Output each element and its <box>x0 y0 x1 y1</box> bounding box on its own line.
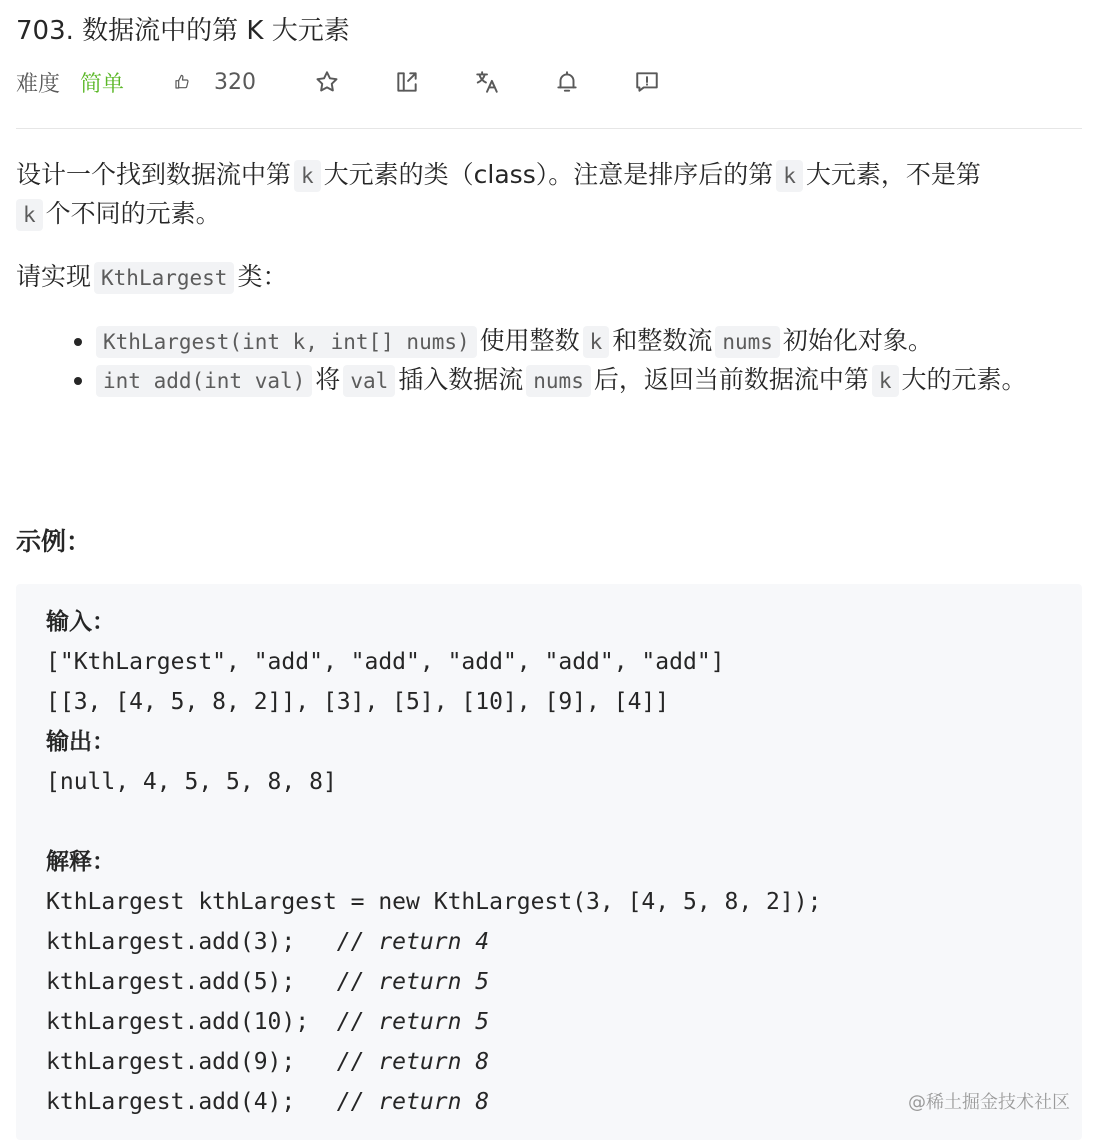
problem-meta-bar <box>16 64 662 100</box>
explain-line: kthLargest.add(3); // return 4 <box>46 929 490 955</box>
like-button[interactable] <box>174 67 256 97</box>
explain-line: KthLargest kthLargest = new KthLargest(3, [4, 5, 8, 2]); <box>46 889 822 915</box>
explain-line: kthLargest.add(4); // return 8 <box>46 1089 490 1115</box>
inline-code-k: k <box>16 199 43 231</box>
inline-code-k: k <box>294 160 321 192</box>
output-line: [null, 4, 5, 5, 8, 8] <box>46 769 337 795</box>
example-heading: 示例： <box>16 527 92 556</box>
explain-label: 解释： <box>46 849 115 875</box>
feedback-icon[interactable] <box>632 67 662 97</box>
watermark: @稀土掘金技术社区 <box>908 1092 1070 1113</box>
implement-paragraph: 请实现 KthLargest 类： <box>16 258 287 297</box>
list-item: • KthLargest(int k, int[] nums) 使用整数 k 和整数流 nums 初始化对象。 <box>96 322 1100 361</box>
output-label: 输出： <box>46 729 115 755</box>
header-divider <box>16 128 1082 129</box>
bell-icon[interactable] <box>552 67 582 97</box>
example-code-block <box>16 584 1082 1140</box>
list-item: • int add(int val) 将 val 插入数据流 nums 后，返回当前数据流中第 k 大的元素。 <box>96 361 1100 400</box>
method-list <box>16 322 1100 400</box>
inline-code-k: k <box>776 160 803 192</box>
problem-title: 703. 数据流中的第 K 大元素 <box>16 16 350 46</box>
input-line: [[3, [4, 5, 8, 2]], [3], [5], [10], [9], [4]] <box>46 689 670 715</box>
translate-icon[interactable] <box>472 67 502 97</box>
difficulty-label: 难度 <box>16 71 61 97</box>
inline-code-class: KthLargest <box>94 262 234 294</box>
description-paragraph: 设计一个找到数据流中第 k 大元素的类（class）。注意是排序后的第 k 大元素，不是第 k 个不同的元素。 <box>16 156 1082 234</box>
input-label: 输入： <box>46 609 115 635</box>
explain-line: kthLargest.add(10); // return 5 <box>46 1009 490 1035</box>
difficulty-badge: 简单 <box>80 71 125 97</box>
input-line: ["KthLargest", "add", "add", "add", "add", "add"] <box>46 649 725 675</box>
like-count: 320 <box>214 69 257 95</box>
star-icon[interactable] <box>312 67 342 97</box>
blank-line <box>46 802 821 842</box>
explain-line: kthLargest.add(5); // return 5 <box>46 969 490 995</box>
thumbs-up-icon[interactable] <box>174 67 204 97</box>
explain-line: kthLargest.add(9); // return 8 <box>46 1049 490 1075</box>
share-icon[interactable] <box>392 67 422 97</box>
